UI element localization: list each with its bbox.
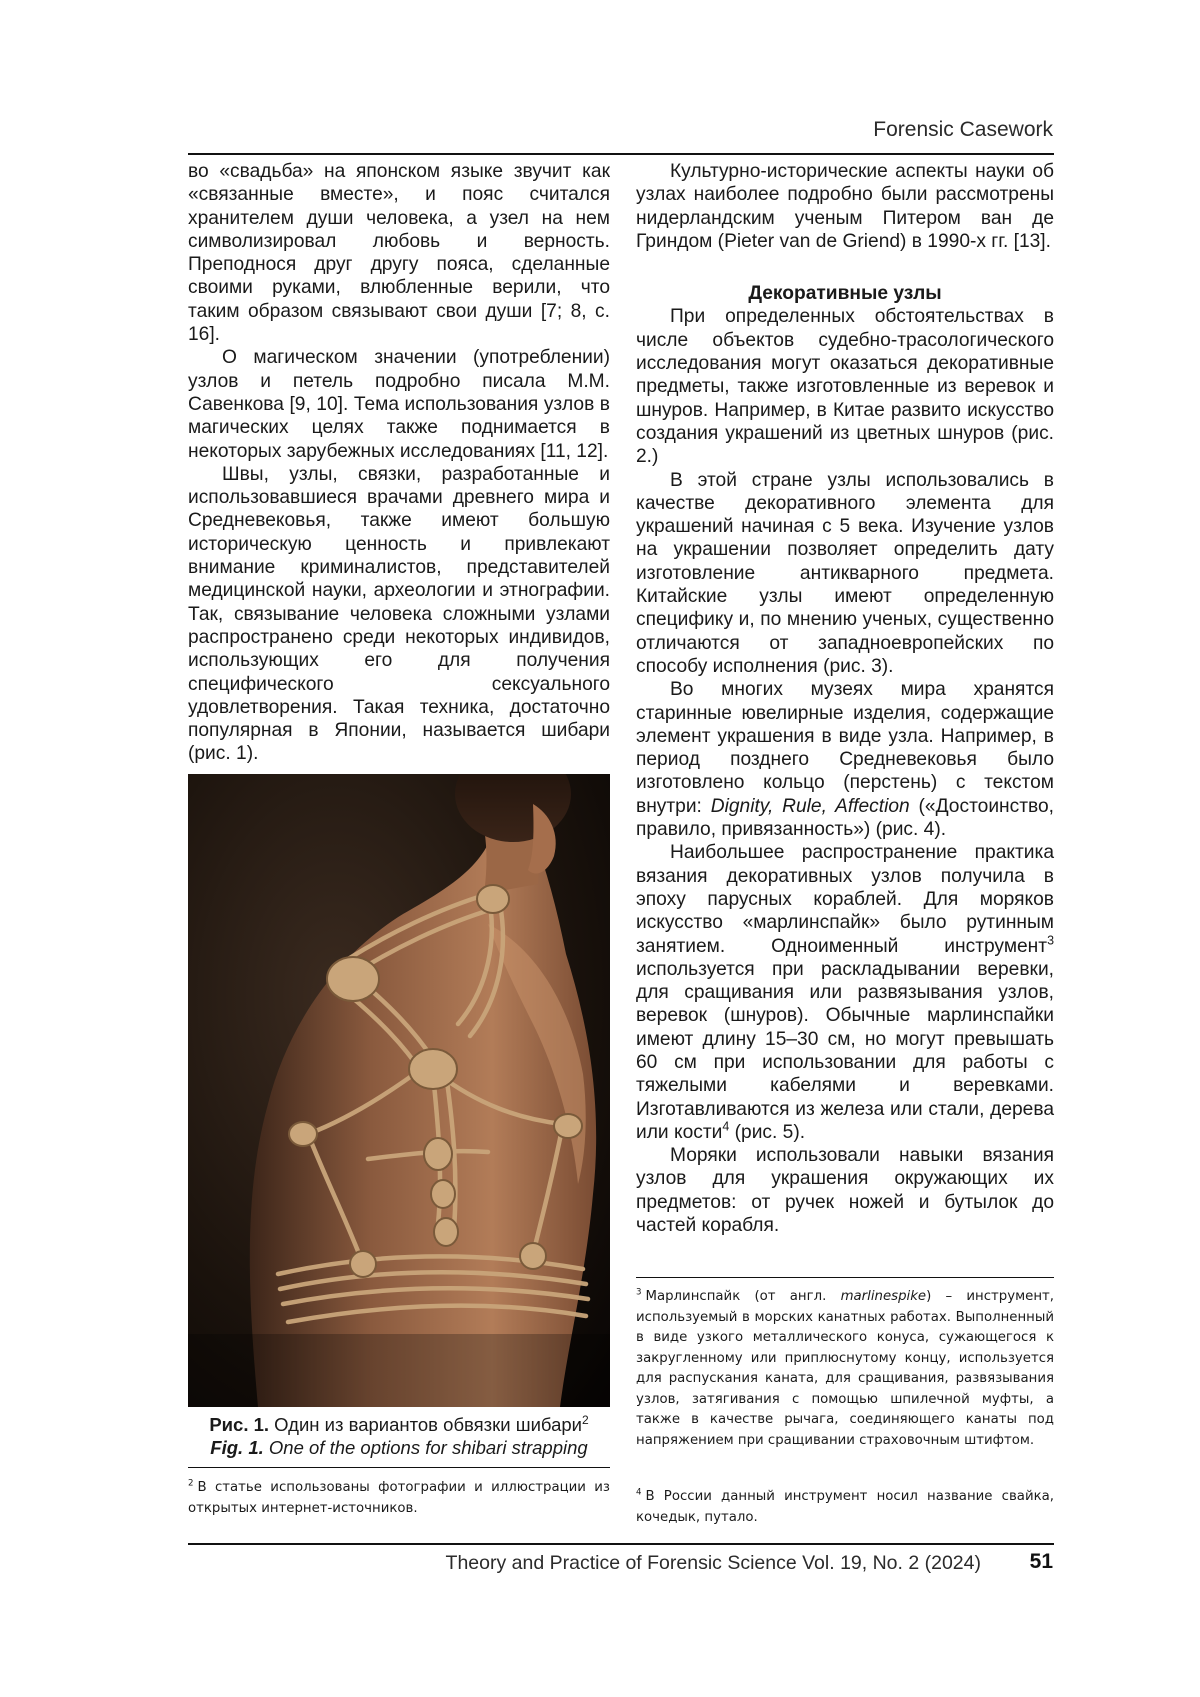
footnote-4-number: 4	[636, 1487, 642, 1498]
footnote-3-number: 3	[636, 1287, 642, 1298]
caption-en	[188, 1436, 610, 1459]
footnote-3-term: marlinespike	[840, 1289, 927, 1304]
ring-inscription: Dignity, Rule, Affection	[710, 795, 910, 817]
left-paragraph-1: во «свадьба» на японском языке звучит как «связанные вместе», и пояс считался хранителем души человека, а узел на нем символизировал любовь и верность. Преподнося друг другу пояса, сделанные своими руками, влюбленные верили, что таким образом связывают свои души [7; 8, с. 16].	[188, 161, 610, 346]
right-paragraph-last: Моряки использовали навыки вязания узлов для украшения окружающих их предметов: от ручек ножей и бутылок до частей корабля.	[636, 1145, 1054, 1237]
shibari-illustration	[188, 774, 610, 1407]
footnote-3	[636, 1287, 1054, 1451]
footnote-2-number: 2	[188, 1478, 194, 1489]
caption-ru-label: Рис. 1.	[209, 1414, 270, 1435]
left-paragraph-2: О магическом значении (употреблении) узлов и петель подробно писала М.М. Савенкова [9, 10]. Тема использования узлов в магических целях также поднимается в некоторых зарубежных исследованиях [11, 12].	[188, 347, 610, 462]
footer-rule	[188, 1543, 1054, 1545]
footnote-2	[188, 1478, 610, 1519]
footnote-ref-3: 3	[1047, 933, 1054, 948]
caption-ru-text: Один из вариантов обвязки шибари	[269, 1414, 582, 1435]
footnote-3-text-before: Марлинспайк (от англ.	[645, 1289, 841, 1304]
page-number: 51	[1029, 1550, 1053, 1573]
header-rule	[188, 153, 1054, 155]
ring-text-after: («Достоинство, правило, привязанность») (рис. 4).	[636, 795, 1054, 841]
right-paragraph-1: При определенных обстоятельствах в числе объектов судебно-трасологического исследования могут оказаться декоративные предметы, также изготовленные из веревок и шнуров. Например, в Китае развито искусство создания украшений из цветных шнуров (рис. 2.)	[636, 306, 1054, 468]
caption-en-label: Fig. 1.	[210, 1437, 264, 1458]
footnote-4	[636, 1487, 1054, 1528]
caption-ru	[188, 1413, 610, 1436]
right-paragraph-marlinspike	[636, 841, 1054, 1144]
section-heading: Декоративные узлы	[748, 283, 942, 305]
right-paragraph-ring	[636, 678, 1054, 841]
footer-journal-title: Theory and Practice of Forensic Science Vol. 19, No. 2 (2024)	[445, 1552, 981, 1574]
running-header: Forensic Casework	[873, 118, 1053, 141]
footnote-4-text: В России данный инструмент носил название свайка, кочедык, путало.	[636, 1489, 1054, 1525]
left-paragraph-3: Швы, узлы, связки, разработанные и использовавшиеся врачами древнего мира и Средневековья, также имеют большую историческую ценность и привлекают внимание криминалистов, представителей медицинской науки, археологии и этнографии. Так, связывание человека сложными узлами распространено среди некоторых индивидов, использующих его для получения специфического сексуального удовлетворения. Такая техника, достаточно популярная в Японии, называется шибари (рис. 1).	[188, 463, 610, 765]
figure-1-caption	[188, 1413, 610, 1459]
right-paragraph-2: В этой стране узлы использовались в качестве декоративного элемента для украшений начиная с 5 века. Изучение узлов на украшении позволяет определить дату изготовление антикварного предмета. Китайские узлы имеют определенную специфику и, по мнению ученых, существенно отличаются от западноевропейских по способу исполнения (рис. 3).	[636, 469, 1054, 677]
footnote-rule-left	[188, 1467, 610, 1468]
figure-1-photo	[188, 774, 610, 1407]
marlinspike-text-after: (рис. 5).	[729, 1121, 806, 1143]
caption-en-text: One of the options for shibari strapping	[263, 1437, 588, 1458]
footnote-3-text-after: ) – инструмент, используемый в морских канатных работах. Выполненный в виде узкого металлического конуса, сужающегося к закругленному или приплюснутому концу, используется для распускания каната, для сращивания, развязывания узлов, затягивания с помощью шпилечной муфты, а также в качестве рычага, соединяющего канаты под напряжением при сращивании страховочным штифтом.	[636, 1289, 1054, 1448]
footnote-2-text: В статье использованы фотографии и иллюстрации из открытых интернет-источников.	[188, 1480, 610, 1516]
right-intro-paragraph: Культурно-исторические аспекты науки об узлах наиболее подробно были рассмотрены нидерландским ученым Питером ван де Гриндом (Pieter van de Griend) в 1990-х гг. [13].	[636, 161, 1054, 252]
footnote-ref-4: 4	[722, 1119, 730, 1134]
right-column	[636, 160, 1054, 1237]
marlinspike-text-before: Наибольшее распространение практика вязания декоративных узлов получила в эпоху парусных кораблей. Для моряков искусство «марлинспайк» было рутинным занятием. Одноименный инструмент	[636, 842, 1054, 957]
ring-text-before: Во многих музеях мира хранятся старинные ювелирные изделия, содержащие элемент украшения в виде узла. Например, в период позднего Средневековья было изготовлено кольцо (перстень) с текстом внутри:	[636, 679, 1054, 817]
caption-footnote-ref: 2	[582, 1412, 589, 1427]
left-column	[188, 160, 610, 766]
footnote-rule-right	[636, 1277, 1054, 1278]
marlinspike-text-middle: используется при раскладывании веревки, для сращивания или развязывания узлов, веревок (шнуров). Обычные марлинспайки имеют длину 15–30 см, но могут превышать 60 см при использовании для работы с тяжелыми кабелями и веревками. Изготавливаются из железа или стали, дерева или кости	[636, 958, 1054, 1143]
